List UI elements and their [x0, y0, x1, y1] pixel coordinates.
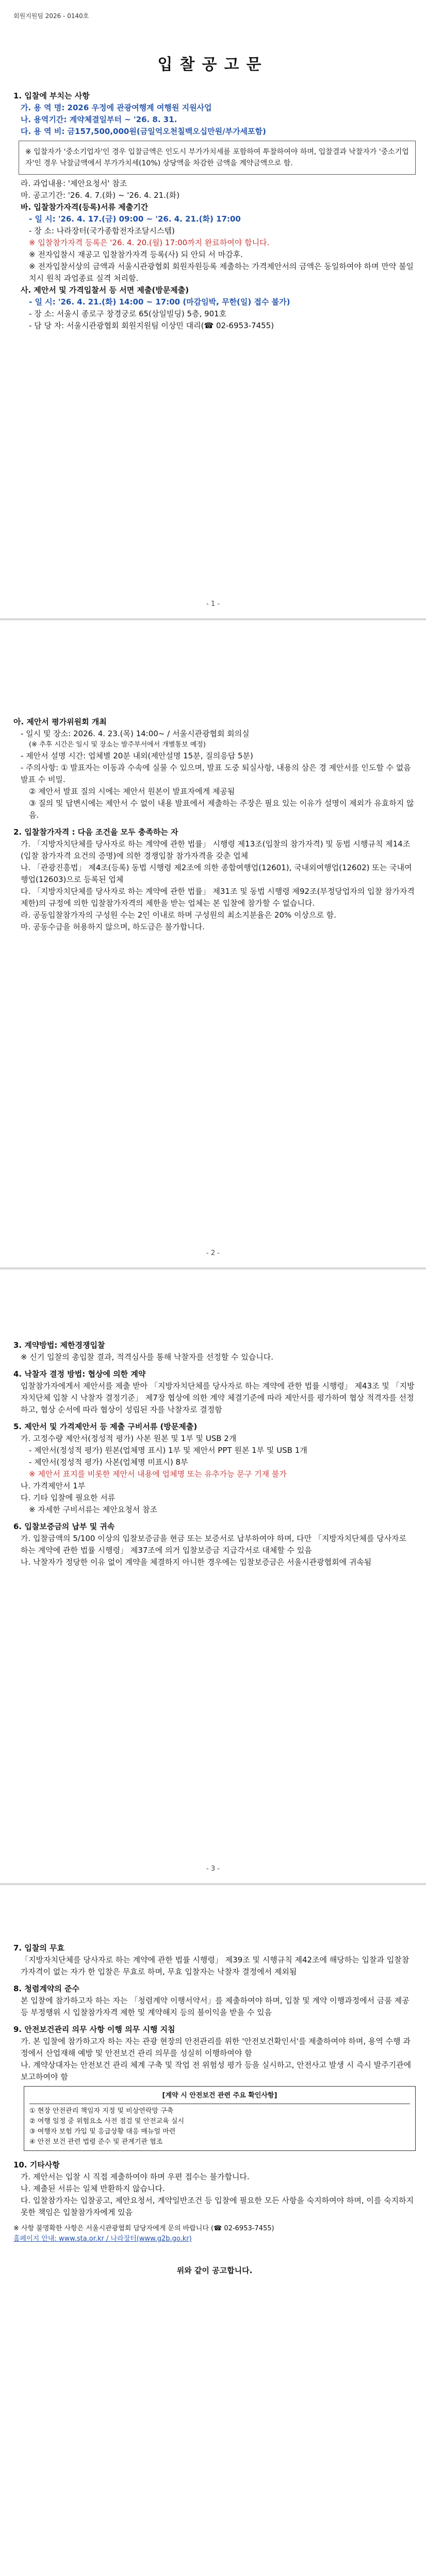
documents-a: 가. 고정수량 제안서(정성적 평가) 사본 원본 및 1부 및 USB 2개 — [21, 1434, 237, 1443]
misc-a: 가. 제안서는 입찰 시 직접 제출하여야 하며 우편 접수는 불가합니다. — [21, 2172, 250, 2181]
section-heading: 1. 입찰에 부치는 사항 — [13, 91, 90, 100]
contract-method-note: ※ 신기 입찰의 총입찰 결과, 적격심사를 통해 낙찰자를 선정할 수 있습니다. — [21, 1352, 273, 1362]
safety-item: ④ 안전 보건 관련 법령 준수 및 관계기관 협조 — [29, 2138, 163, 2146]
misc-c: 다. 입찰참가자는 입찰공고, 제안요청서, 계약일반조건 등 입찰에 필요한 모든 사항을 숙지하여야 하며, 이를 숙지하지 못한 책임은 입찰참가자에게 있음 — [21, 2196, 416, 2217]
page-2-body — [13, 716, 416, 933]
misc-b: 나. 제출된 서류는 일체 반환하지 않습니다. — [21, 2184, 165, 2193]
evaluation-schedule-note: (※ 추후 시간은 일시 및 장소는 발주부서에서 개별통보 예정) — [29, 741, 206, 749]
safety-a: 가. 본 입찰에 참가하고자 하는 자는 관광 현장의 안전관리를 위한 '안전보건확인서'를 제출하여야 하며, 용역 수행 과정에서 산업재해 예방 및 안전보건 관리 의무를 성실히 이행하여야 함 — [21, 2037, 411, 2058]
registration-note: ※ 입찰참가자격 등록은 '26. 4. 20.(월) 17:00까지 완료하여야 합니다. — [29, 238, 270, 247]
caution-1: - 주의사항: ① 발표자는 이동과 수속에 실물 수 있으며, 발표 도중 퇴실사항, 내용의 삼은 경 제안서를 인도할 수 없음 발표 수 비밀. — [21, 763, 414, 784]
registration-heading: 바. 입찰참가자격(등록)서류 제출기간 — [21, 202, 149, 212]
qualification-c: 다. 「지방자치단체를 당사자로 하는 계약에 관한 법률」 제31조 및 동법 시행령 제92조(부정당업자의 입찰 참가자격 제한)의 규정에 의한 입찰참가자격의 제한을 받는 업체는 본 입찰에 참가할 수 없습니다. — [21, 887, 417, 908]
submission-heading: 사. 제안서 및 가격입찰서 등 서면 제출(방문제출) — [21, 285, 189, 295]
service-name: 가. 용 역 명: 2026 우정에 관광여행계 여행원 지원사업 — [21, 103, 212, 112]
safety-item: ② 여행 일정 중 위험요소 사전 점검 및 안전교육 실시 — [29, 2117, 185, 2125]
registration-place: - 장 소: 나라장터(국가종합전자조달시스템) — [29, 226, 175, 235]
qualification-a: 가. 「지방자치단체를 당사자로 하는 계약에 관한 법률」 시행령 제13조(입찰의 참가자격) 및 동법 시행규칙 제14조(입찰 참가자격 요건의 증명)에 의한 경쟁입찰 참가자격을 갖춘 업체 — [21, 839, 411, 860]
homepage-link[interactable]: 홈페이지 안내: www.sta.or.kr / 나라장터(www.g2b.go.kr) — [13, 2235, 192, 2243]
documents-c-note: ※ 자세한 구비서류는 제안요청서 참조 — [29, 1505, 157, 1514]
page-divider — [0, 1267, 426, 1269]
winner-decision-body: 입찰참가자에게서 제안서를 제출 받아 「지방자치단체를 당사자로 하는 계약에 관한 법률 시행령」 제43조 및 「지방자치단체 입찰 시 낙찰자 결정기준」 제7장 협상에 의한 계약 체결기준에 따라 제안서를 평가하여 협상 적격자를 선정하고, 협상 순서에 따라 협상이 성립된 자를 낙찰자로 결정함 — [21, 1381, 415, 1414]
page-3-body — [13, 1340, 416, 1568]
presentation-time: - 제안서 설명 시간: 업체별 20분 내외(제안설명 15분, 질의응답 5분) — [21, 751, 253, 760]
page-number: - 3 - — [206, 1865, 220, 1873]
qualification-heading: 2. 입찰참가자격 : 다음 조건을 모두 충족하는 자 — [13, 827, 178, 837]
safety-item: ① 현장 안전관리 책임자 지정 및 비상연락망 구축 — [29, 2107, 174, 2115]
integrity-body: 본 입찰에 참가하고자 하는 자는 「청렴계약 이행서약서」를 제출하여야 하며, 입찰 및 계약 이행과정에서 금품 제공 등 부정행위 시 입찰참가자격 제한 및 계약해지 등의 불이익을 받을 수 있음 — [21, 1996, 412, 2017]
safety-heading: 9. 안전보건관리 의무 사항 이행 의무 시행 지침 — [13, 2025, 175, 2034]
registration-note-3: ※ 전자입찰서상의 금액과 서울시관광협회 회원자원등록 제출하는 가격제안서의 금액은 동일하여야 하며 만약 불일치시 원칙 과업종료 실격 처리함. — [29, 262, 414, 283]
safety-checklist-title: [계약 시 안전보건 관련 주요 확인사항] — [29, 2090, 410, 2104]
documents-c: 다. 기타 입찰에 필요한 서류 — [21, 1493, 116, 1502]
misc-heading: 10. 기타사항 — [13, 2160, 60, 2170]
page-divider — [0, 1883, 426, 1885]
caution-2: ② 제안서 발표 질의 시에는 제안서 원본이 발표자에게 제공됨 — [29, 787, 235, 796]
task-content: 라. 과업내용: '제안요청서' 참조 — [21, 179, 127, 188]
document-number: 회원지원팀 2026 - 0140호 — [13, 12, 89, 20]
vat-notice-box — [19, 141, 416, 175]
page-number: - 2 - — [206, 1249, 220, 1257]
submission-time: - 일 시: '26. 4. 21.(화) 14:00 ~ 17:00 (마감임박, 무한(일) 접수 불가) — [29, 297, 290, 307]
evaluation-heading: 아. 제안서 평가위원회 개최 — [13, 717, 107, 726]
integrity-heading: 8. 청렴계약의 준수 — [13, 1984, 80, 1993]
documents-a1: - 제안서(정성적 평가) 원본(업체명 표시) 1부 및 제안서 PPT 원본 1부 및 USB 1개 — [29, 1446, 307, 1455]
documents-note: ※ 제안서 표지를 비롯한 제안서 내용에 업체명 또는 유추가능 문구 기재 불가 — [29, 1469, 287, 1479]
invalid-bid-heading: 7. 입찰의 무효 — [13, 1943, 65, 1953]
documents-b: 나. 가격제안서 1부 — [21, 1481, 86, 1490]
invalid-bid-body: 「지방자치단체를 당사자로 하는 계약에 관한 법률 시행령」 제39조 및 시행규칙 제42조에 해당하는 입찰과 입찰참가자격이 없는 자가 한 입찰은 무효로 하며, 무효 입찰자는 낙찰자 결정에서 제외됨 — [21, 1955, 409, 1976]
contract-method-heading: 3. 계약방법: 제한경쟁입찰 — [13, 1341, 105, 1350]
service-period: 나. 용역기간: 계약체결일부터 ~ '26. 8. 31. — [21, 115, 177, 124]
deposit-a: 가. 입찰금액의 5/100 이상의 입찰보증금을 현금 또는 보증서로 납부하여야 하며, 다만 「지방자치단체를 당사자로 하는 계약에 관한 법률 시행령」 제37조에 의거 입찰보증금 지급각서로 대체할 수 있음 — [21, 1534, 409, 1555]
evaluation-schedule: - 일시 및 장소: 2026. 4. 23.(목) 14:00~ / 서울시관광협회 회의실 — [21, 729, 250, 738]
qualification-b: 나. 「관광진흥법」 제4조(등록) 동법 시행령 제2조에 의한 종합여행업(12601), 국내외여행업(12602) 또는 국내여행업(12603)으로 등록된 업체 — [21, 863, 412, 884]
deposit-b: 나. 낙찰자가 정당한 이유 없이 계약을 체결하지 아니한 경우에는 입찰보증금은 서울시관광협회에 귀속됨 — [21, 1557, 372, 1567]
winner-decision-heading: 4. 낙찰자 결정 방법: 협상에 의한 계약 — [13, 1369, 146, 1379]
document-title: 입찰공고문 — [157, 56, 269, 74]
documents-a2: - 제안서(정성적 평가) 사본(업체명 미표시) 8부 — [29, 1458, 188, 1467]
page-number: - 1 - — [206, 600, 220, 608]
registration-note-2: ※ 전자입찰시 재공고 입찰참가자격 등록(사) 되 안되 서 마감후. — [29, 250, 243, 259]
safety-b: 나. 계약상대자는 안전보건 관리 체계 구축 및 작업 전 위험성 평가 등을 실시하고, 안전사고 발생 시 즉시 발주기관에 보고하여야 함 — [21, 2060, 414, 2081]
qualification-e: 마. 공동수급을 허용하지 않으며, 하도급은 불가합니다. — [21, 922, 205, 931]
page-4-body — [13, 1942, 416, 2277]
submission-place: - 장 소: 서울시 종로구 창경궁로 65(삼일빌딩) 5층, 901호 — [29, 309, 227, 318]
documents-heading: 5. 제안서 및 가격제안서 등 제출 구비서류 (방문제출) — [13, 1422, 198, 1431]
page-divider — [0, 618, 426, 620]
announcement-period: 마. 공고기간: '26. 4. 7.(화) ~ '26. 4. 21.(화) — [21, 191, 180, 200]
caution-3: ③ 질의 및 답변시에는 제안서 수 없이 내용 발표에서 제출하는 주장은 필요 있는 이유가 설명이 제외가 유효하지 않음. — [29, 799, 414, 820]
service-cost: 다. 용 역 비: 금157,500,000원(금일억오천칠백오십만원/부가세포함) — [21, 127, 266, 136]
safety-checklist-box — [24, 2086, 416, 2151]
page-1-body — [13, 90, 416, 332]
inquiry-note: ※ 사항 불명확한 사항은 서울시관광협회 담당자에게 문의 바랍니다 (☎ 02-6953-7455) — [13, 2225, 274, 2232]
vat-notice: ※ 입찰자가 '중소기업자'인 경우 입찰금액은 인도시 부가가치세를 포함하여 투찰하여야 하며, 입찰결과 낙찰자가 '중소기업자'인 경우 낙찰금액에서 부가가치세(10%) 상당액을 차감한 금액을 계약금액으로 함. — [25, 148, 409, 167]
contact-person: - 담 당 자: 서울시관광협회 회원지원팀 이상민 대리(☎ 02-6953-7455) — [29, 321, 274, 330]
safety-item: ③ 여행자 보험 가입 및 응급상황 대응 매뉴얼 마련 — [29, 2128, 176, 2136]
registration-time: - 일 시: '26. 4. 17.(금) 09:00 ~ '26. 4. 21.(화) 17:00 — [29, 214, 241, 224]
closing-statement: 위와 같이 공고합니다. — [176, 2266, 253, 2275]
deposit-heading: 6. 입찰보증금의 납부 및 귀속 — [13, 1522, 115, 1531]
qualification-d: 라. 공동입찰참가자의 구성원 수는 2인 이내로 하며 구성원의 최소지분율은 20% 이상으로 함. — [21, 910, 337, 920]
